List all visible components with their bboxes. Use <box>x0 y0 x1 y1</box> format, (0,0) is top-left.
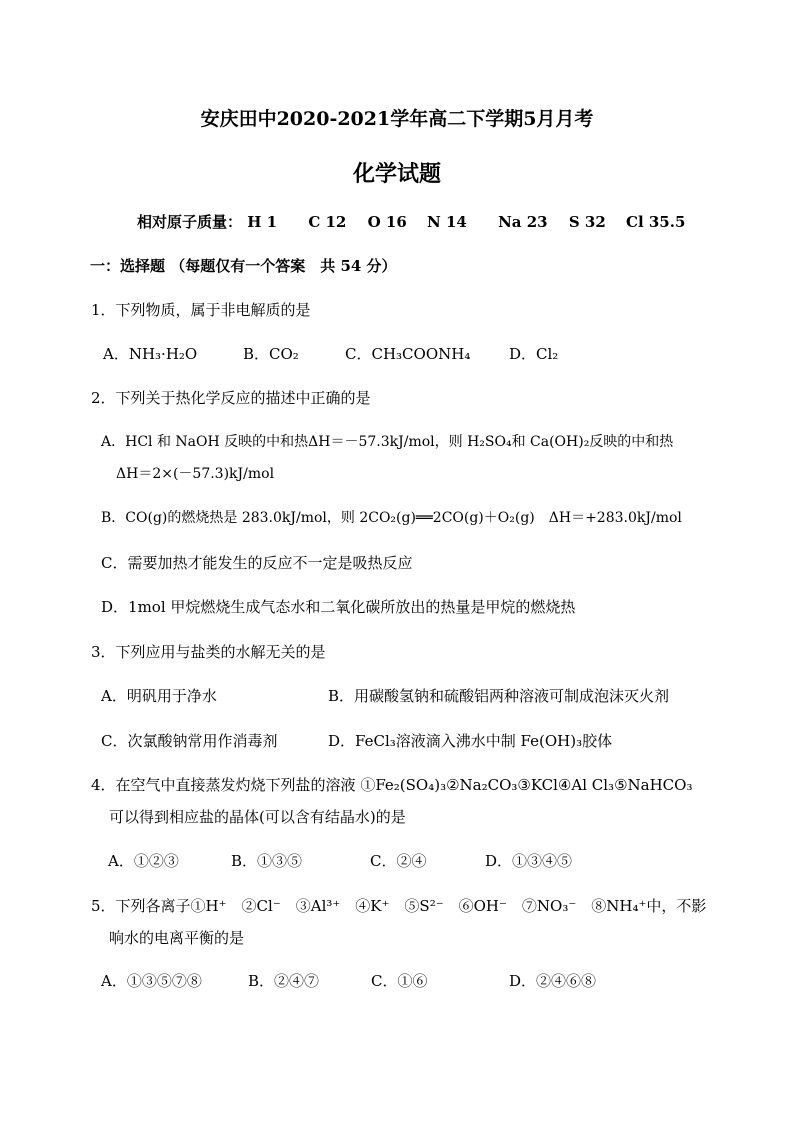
mass-cl: Cl 35.5 <box>626 213 686 231</box>
question-5-option-a: A．①③⑤⑦⑧ <box>101 972 202 990</box>
question-5-option-c: C．①⑥ <box>371 972 428 990</box>
mass-c: C 12 <box>308 213 347 231</box>
question-3-stem: 3．下列应用与盐类的水解无关的是 <box>91 643 326 661</box>
question-4-option-b: B．①③⑤ <box>231 852 303 870</box>
section-heading: 一：选择题 （每题仅有一个答案 共 54 分） <box>90 257 397 275</box>
atomic-masses-label: 相对原子质量： <box>137 213 243 231</box>
question-5-option-d: D．②④⑥⑧ <box>509 972 597 990</box>
question-4-stem-cont: 可以得到相应盐的晶体(可以含有结晶水)的是 <box>109 808 406 826</box>
question-1-option-a: A．NH₃·H₂O <box>103 345 198 363</box>
question-5-stem-cont: 响水的电离平衡的是 <box>109 929 245 947</box>
mass-s: S 32 <box>568 213 606 231</box>
question-2-option-a-cont: ΔH＝2×(－57.3)kJ/mol <box>116 466 275 482</box>
mass-na: Na 23 <box>498 213 548 231</box>
question-4-option-d: D．①③④⑤ <box>485 852 573 870</box>
subject-title: 化学试题 <box>352 161 441 187</box>
question-4-option-a: A．①②③ <box>108 852 179 870</box>
exam-title: 安庆田中2020-2021学年高二下学期5月月考 <box>200 108 594 130</box>
question-5-stem: 5．下列各离子①H⁺ ②Cl⁻ ③Al³⁺ ④K⁺ ⑤S²⁻ ⑥OH⁻ ⑦NO₃⁻ ⑧NH₄⁺中，不影 <box>91 897 707 915</box>
question-2-option-c: C．需要加热才能发生的反应不一定是吸热反应 <box>101 554 413 572</box>
mass-n: N 14 <box>427 213 467 231</box>
mass-h: H 1 <box>247 213 278 231</box>
question-1-option-c: C．CH₃COONH₄ <box>345 345 471 363</box>
question-3-option-c: C．次氯酸钠常用作消毒剂 <box>101 732 278 750</box>
question-2-stem: 2．下列关于热化学反应的描述中正确的是 <box>91 389 371 407</box>
question-5-option-b: B．②④⑦ <box>248 972 320 990</box>
question-3-option-d: D．FeCl₃溶液滴入沸水中制 Fe(OH)₃胶体 <box>328 732 613 750</box>
question-1-option-b: B．CO₂ <box>243 345 299 363</box>
question-2-option-d: D．1mol 甲烷燃烧生成气态水和二氧化碳所放出的热量是甲烷的燃烧热 <box>101 598 576 616</box>
question-3-option-a: A．明矾用于净水 <box>101 687 217 705</box>
question-4-option-c: C．②④ <box>370 852 427 870</box>
question-2-option-a: A．HCl 和 NaOH 反映的中和热ΔH＝－57.3kJ/mol，则 H₂SO₄和 Ca(OH)₂反映的中和热 <box>101 434 674 450</box>
question-1-option-d: D．Cl₂ <box>509 345 559 363</box>
atomic-masses <box>137 211 685 232</box>
question-2-option-b: B．CO(g)的燃烧热是 283.0kJ/mol，则 2CO₂(g)══2CO(g)＋O₂(g) ΔH＝+283.0kJ/mol <box>101 510 682 526</box>
question-3-option-b: B．用碳酸氢钠和硫酸铝两种溶液可制成泡沫灭火剂 <box>328 687 670 705</box>
mass-o: O 16 <box>367 213 407 231</box>
question-4-stem: 4．在空气中直接蒸发灼烧下列盐的溶液 ①Fe₂(SO₄)₃②Na₂CO₃③KCl④Al Cl₃⑤NaHCO₃ <box>91 776 693 794</box>
question-1-stem: 1．下列物质，属于非电解质的是 <box>91 301 311 319</box>
